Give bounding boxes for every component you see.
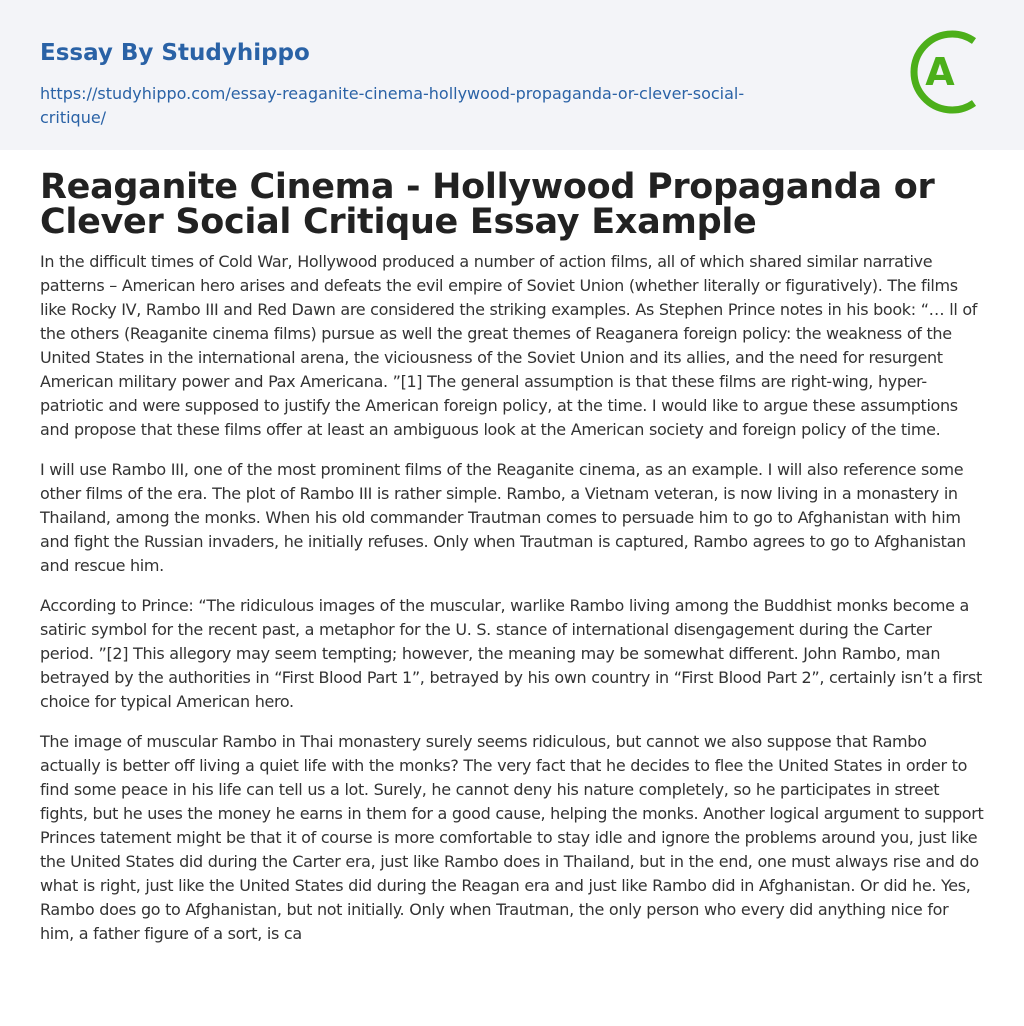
essay-body xyxy=(40,250,985,962)
studyhippo-logo-icon[interactable] xyxy=(908,28,988,116)
page-title: Reaganite Cinema - Hollywood Propaganda or Clever Social Critique Essay Example xyxy=(40,167,935,242)
essay-paragraph: I will use Rambo III, one of the most prominent films of the Reaganite cinema, as an example. I will also reference some other films of the era. The plot of Rambo III is rather simple. Rambo, a Vietnam veteran, is now living in a monastery in Thailand, among the monks. When his old commander Trautman comes to persuade him to go to Afghanistan with him and fight the Russian invaders, he initially refuses. Only when Trautman is captured, Rambo agrees to go to Afghanistan and rescue him. xyxy=(40,460,966,575)
site-header xyxy=(0,0,1024,150)
brand-title[interactable]: Essay By Studyhippo xyxy=(40,40,310,66)
essay-paragraph: The image of muscular Rambo in Thai monastery surely seems ridiculous, but cannot we also suppose that Rambo actually is better off living a quiet life with the monks? The very fact that he decides to flee the United States in order to find some peace in his life can tell us a lot. Surely, he cannot deny his nature completely, so he participates in street fights, but he uses the money he earns in them for a good cause, helping the monks. Another logical argument to support Princes tatement might be that it of course is more comfortable to stay idle and ignore the problems around you, just like the United States did during the Carter era, just like Rambo does in Thailand, but in the end, one must always rise and do what is right, just like the United States did during the Reagan era and just like Rambo did in Afghanistan. Or did he. Yes, Rambo does go to Afghanistan, but not initially. Only when Trautman, the only person who every did anything nice for him, a father figure of a sort, is ca xyxy=(40,732,984,943)
logo-letter: A xyxy=(925,50,955,94)
essay-paragraph: According to Prince: “The ridiculous images of the muscular, warlike Rambo living among the Buddhist monks become a satiric symbol for the recent past, a metaphor for the U. S. stance of international disengagement during the Carter period. ”[2] This allegory may seem tempting; however, the meaning may be somewhat different. John Rambo, man betrayed by the authorities in “First Blood Part 1”, betrayed by his own country in “First Blood Part 2”, certainly isn’t a first choice for typical American hero. xyxy=(40,596,982,711)
source-url-link[interactable]: https://studyhippo.com/essay-reaganite-cinema-hollywood-propaganda-or-clever-social-critique/ xyxy=(40,84,745,127)
essay-paragraph: In the difficult times of Cold War, Hollywood produced a number of action films, all of which shared similar narrative patterns – American hero arises and defeats the evil empire of Soviet Union (whether literally or figuratively). The films like Rocky IV, Rambo III and Red Dawn are considered the striking examples. As Stephen Prince notes in his book: “… ll of the others (Reaganite cinema films) pursue as well the great themes of Reaganera foreign policy: the weakness of the United States in the international arena, the viciousness of the Soviet Union and its allies, and the need for resurgent American military power and Pax Americana. ”[1] The general assumption is that these films are right-wing, hyper-patriotic and were supposed to justify the American foreign policy, at the time. I would like to argue these assumptions and propose that these films offer at least an ambiguous look at the American society and foreign policy of the time. xyxy=(40,252,978,439)
